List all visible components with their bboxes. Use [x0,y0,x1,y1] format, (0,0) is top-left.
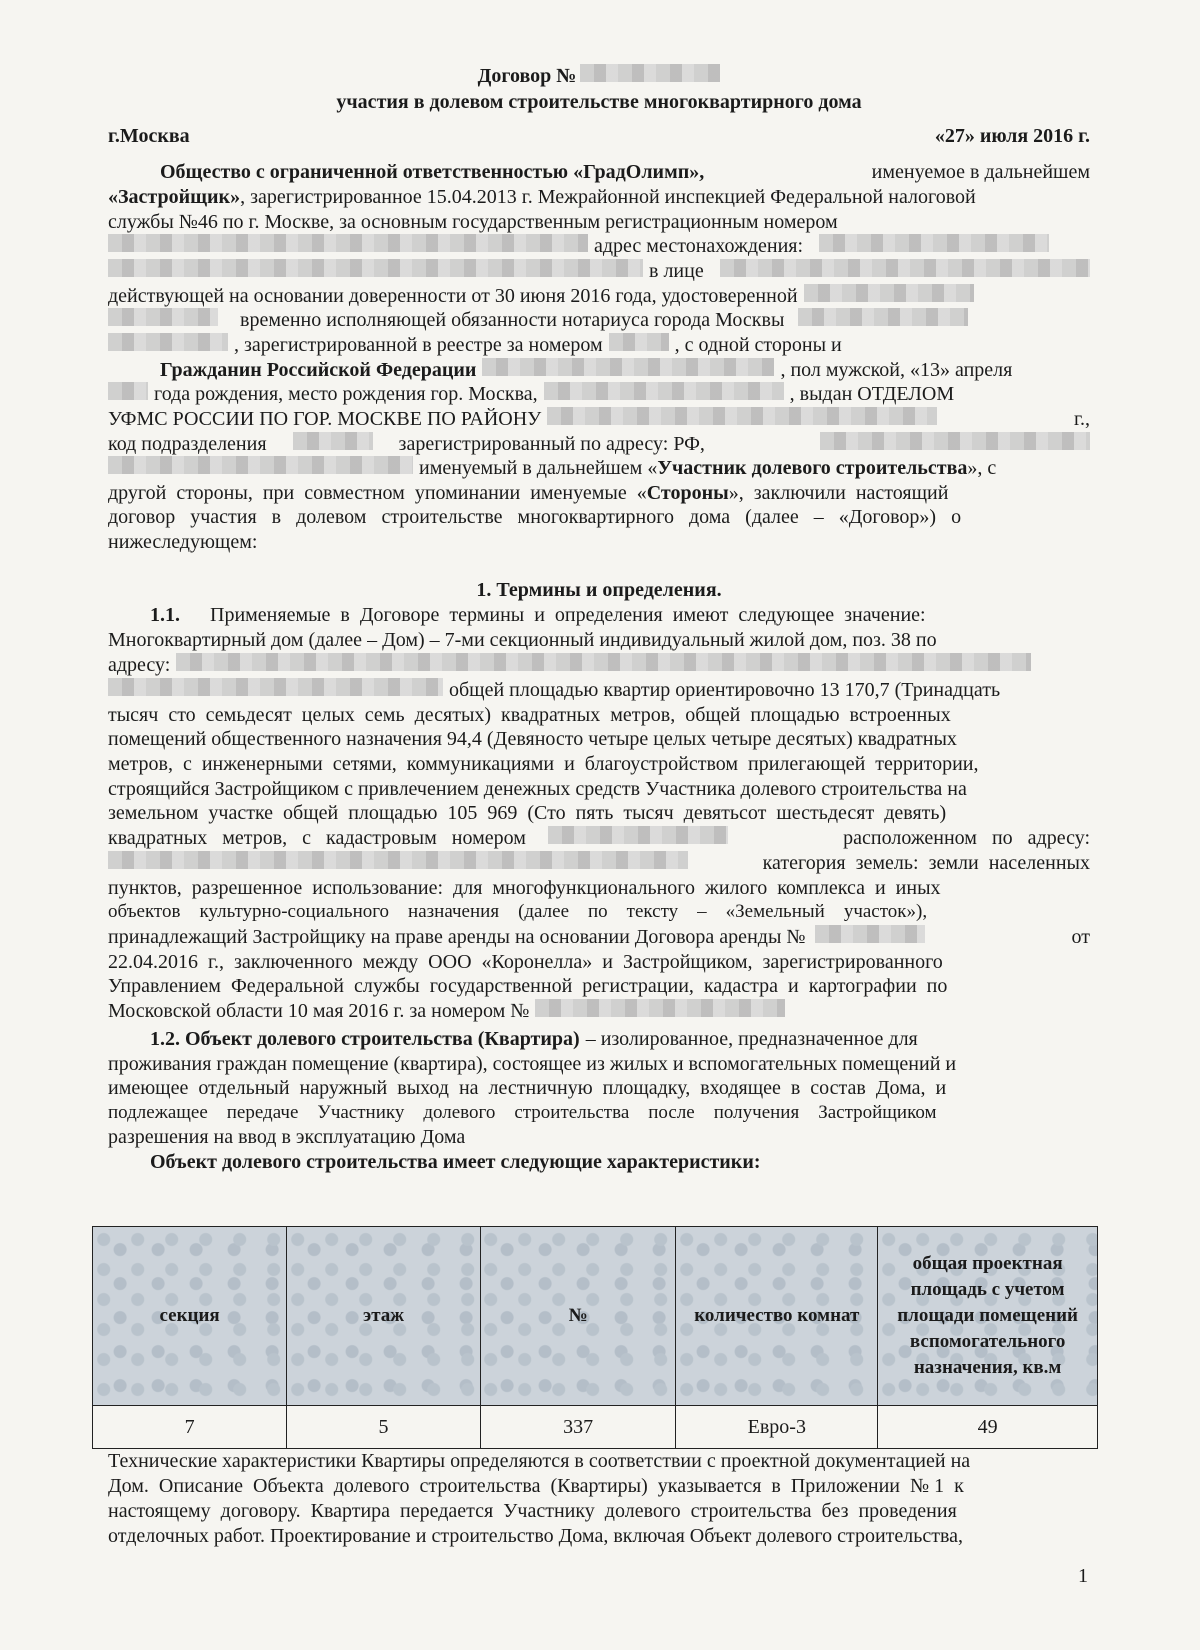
redaction [815,925,925,943]
contract-date: «27» июля 2016 г. [934,125,1090,147]
redaction [108,333,228,351]
redaction [609,333,669,351]
redaction [108,456,413,474]
p11-line-3: адресу: [108,653,1090,677]
tail-line-1: Технические характеристики Квартиры определяются в соответствии с проектной документацией на [108,1450,971,1472]
p11-line-9: земельном участке общей площадью 105 969 (Сто пять тысяч девятьсот шестьдесят девять) [108,802,947,824]
p12-line-4: подлежащее передаче Участнику долевого строительства после получения Застройщиком [108,1102,937,1123]
p11-line-17: Московской области 10 мая 2016 г. за номером № [108,999,1090,1023]
redaction [482,358,774,376]
redaction [176,653,1031,671]
redaction [108,382,148,400]
intro-line-10: года рождения, место рождения гор. Москва, , выдан ОТДЕЛОМ [108,382,1090,406]
city: г.Москва [108,125,190,147]
p11-line-5: тысяч сто семьдесят целых семь десятых) квадратных метров, общей площадью встроенных [108,704,951,726]
characteristics-table [92,1226,1098,1449]
redaction [108,678,443,696]
redaction [547,407,937,425]
table-cell: Евро-3 [676,1406,878,1449]
table-cell: 5 [287,1406,481,1449]
redaction [720,259,1090,277]
p12-line-3: имеющее отдельный наружный выход на лестничную площадку, входящее в состав Дома, и [108,1077,947,1099]
redaction [804,284,974,302]
table-row [93,1406,1098,1449]
intro-line-11: УФМС РОССИИ ПО ГОР. МОСКВЕ ПО РАЙОНУ г., [108,408,1090,430]
table-cell: 49 [878,1406,1098,1449]
p11-line-11: категория земель: земли населенных [108,851,1090,875]
p11-line-1: 1.1. Применяемые в Договоре термины и определения имеют следующее значение: [150,604,926,626]
p11-line-10: квадратных метров, с кадастровым номером расположенном по адресу: [108,827,1090,849]
redaction [108,851,688,869]
p11-line-12: пунктов, разрешенное использование: для многофункционального жилого комплекса и иных [108,877,941,899]
contract-subtitle: участия в долевом строительстве многоквартирного дома [336,91,862,113]
intro-line-12: код подразделения зарегистрированный по адресу: РФ, [108,432,1090,456]
p11-line-14: принадлежащий Застройщику на праве аренды на основании Договора аренды № от [108,926,1090,948]
intro-line-4: адрес местонахождения: [108,234,1090,258]
table-cell: 337 [480,1406,675,1449]
table-cell: 7 [93,1406,287,1449]
intro-line-6: действующей на основании доверенности от 30 июня 2016 года, удостоверенной [108,284,1090,308]
intro-line-8: , зарегистрированной в реестре за номером , с одной стороны и [108,333,1090,357]
p11-line-7: метров, с инженерными сетями, коммуникациями и благоустройством прилегающей территории, [108,753,979,775]
tail-line-2: Дом. Описание Объекта долевого строительства (Квартиры) указывается в Приложении № 1 к [108,1475,964,1497]
redaction [108,308,218,326]
p12-line-5: разрешения на ввод в эксплуатацию Дома [108,1126,466,1148]
contract-title: Договор № [108,64,1090,88]
intro-line-9: Гражданин Российской Федерации , пол мужской, «13» апреля [160,359,1013,381]
intro-line-15: договор участия в долевом строительстве многоквартирного дома (далее – «Договор») о [108,506,962,528]
redaction [544,382,784,400]
redaction [548,826,728,844]
intro-line-13: именуемый в дальнейшем « Участник долевого строительства », с [108,456,1090,480]
table-caption: Объект долевого строительства имеет следующие характеристики: [150,1151,761,1173]
table-header-cell: количество комнат [676,1227,878,1406]
p11-line-4: общей площадью квартир ориентировочно 13 170,7 (Тринадцать [108,678,1090,702]
redaction [819,234,1049,252]
p12-line-1: 1.2. Объект долевого строительства (Квартира) – изолированное, предназначенное для [150,1028,918,1050]
redaction [820,432,1090,450]
p11-line-8: строящийся Застройщиком с привлечением денежных средств Участника долевого строительства на [108,778,967,800]
table-header-cell: общая проектная площадь с учетом площади помещений вспомогательного назначения, кв.м [878,1227,1098,1406]
redaction [535,999,785,1017]
redaction [108,234,588,252]
table-header-row [93,1227,1098,1406]
intro-line-2: «Застройщик» , зарегистрированное 15.04.2013 г. Межрайонной инспекцией Федеральной налоговой [108,186,976,208]
p11-line-6: помещений общественного назначения 94,4 (Девяносто четыре целых четыре десятых) квадратных [108,728,957,750]
tail-line-4: отделочных работ. Проектирование и строительство Дома, включая Объект долевого строительства, [108,1525,964,1547]
intro-line-7: временно исполняющей обязанности нотариуса города Москвы [108,308,1090,332]
redaction [580,64,720,82]
redaction [293,432,373,450]
table-header-cell: этаж [287,1227,481,1406]
p12-line-2: проживания граждан помещение (квартира), состоящее из жилых и вспомогательных помещений и [108,1053,957,1075]
p11-line-15: 22.04.2016 г., заключенного между ООО «Коронелла» и Застройщиком, зарегистрированного [108,951,943,973]
place-date-line [108,124,1090,148]
intro-line-14: другой стороны, при совместном упоминании именуемые « Стороны », заключили настоящий [108,482,949,504]
intro-line-3: службы №46 по г. Москве, за основным государственным регистрационным номером [108,211,838,233]
p11-line-16: Управлением Федеральной службы государственной регистрации, кадастра и картографии по [108,975,948,997]
section-heading: 1. Термины и определения. [476,579,722,601]
table-header-cell: № [480,1227,675,1406]
page-number: 1 [1078,1565,1088,1587]
redaction [108,259,643,277]
intro-line-1: Общество с ограниченной ответственностью «ГрадОлимп», именуемое в дальнейшем [160,161,1090,183]
tail-line-3: настоящему договору. Квартира передается Участнику долевого строительства без проведения [108,1500,957,1522]
intro-line-16: нижеследующем: [108,531,258,553]
p11-line-2: Многоквартирный дом (далее – Дом) – 7-ми секционный индивидуальный жилой дом, поз. 38 по [108,629,937,651]
intro-line-5: в лице [108,259,1090,283]
p11-line-13: объектов культурно-социального назначения (далее по тексту – «Земельный участок»), [108,901,928,922]
redaction [798,308,968,326]
table-header-cell: секция [93,1227,287,1406]
